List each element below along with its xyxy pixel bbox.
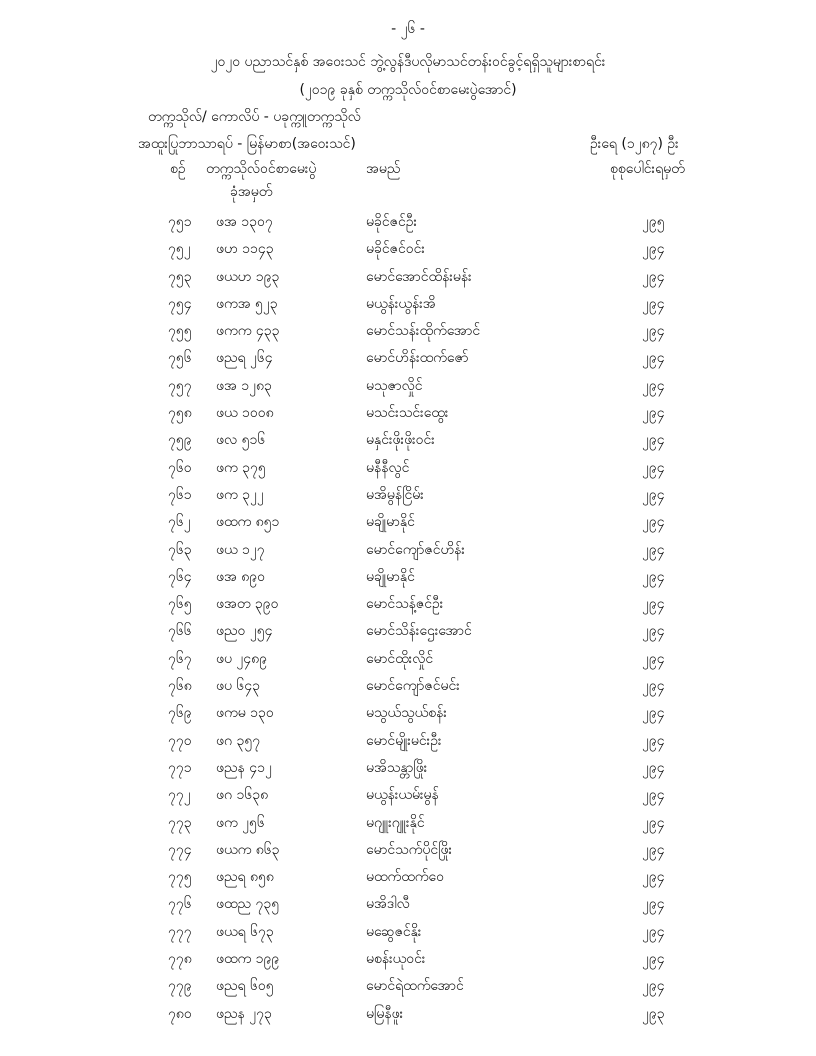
table-row	[0, 699, 816, 726]
roll-cell: ဖထက ၁၉၉	[216, 951, 280, 968]
table-row	[0, 208, 816, 235]
name-cell: မသွယ်သွယ်စန်း	[366, 705, 447, 722]
name-cell: မသင်းသင်းထွေး	[366, 405, 449, 422]
serial-cell: ၇၅၉	[168, 432, 192, 449]
score-cell: ၂၉၄	[642, 295, 665, 312]
document-title: ၂၀၂၀ ပညာသင်နှစ် အဝေးသင် ဘွဲ့လွန်ဒီပလိုမာသင်တန်းဝင်ခွင့်ရရှိသူများစာရင်း	[210, 54, 606, 70]
serial-cell: ၇၆၁	[168, 486, 192, 503]
name-cell: မထက်ထက်ဝေ	[366, 869, 444, 886]
serial-cell: ၇၇၆	[168, 896, 192, 913]
score-cell: ၂၉၄	[642, 814, 665, 831]
table-row	[0, 1000, 816, 1027]
serial-cell: ၇၆၂	[168, 514, 191, 531]
table-row	[0, 344, 816, 371]
serial-cell: ၇၇၅	[168, 869, 192, 886]
roll-cell: ဖယရ ၆၇၃	[216, 923, 274, 940]
name-cell: မောင်သန်းထိုက်အောင်	[366, 323, 481, 340]
name-cell: မအိဒါလီ	[366, 896, 410, 913]
name-cell: မမြနီဖူး	[366, 1005, 404, 1022]
roll-cell: ဖထက ၈၅၁	[216, 514, 280, 531]
name-cell: မခိုင်ဇင်ဦး	[366, 214, 418, 230]
roll-cell: ဖအ ၁၂၈၃	[216, 377, 272, 394]
table-row	[0, 508, 816, 535]
score-cell: ၂၉၄	[642, 787, 665, 804]
score-cell: ၂၉၅	[642, 214, 665, 230]
score-cell: ၂၉၄	[642, 978, 665, 995]
serial-cell: ၇၆၇	[168, 650, 192, 667]
serial-cell: ၇၅၄	[168, 295, 192, 312]
serial-cell: ၇၅၂	[168, 241, 191, 258]
score-cell: ၂၉၄	[642, 650, 665, 667]
name-cell: မောင်ကျော်ဇင်မင်း	[366, 678, 460, 695]
roll-cell: ဖဂ ၃၅၇	[216, 732, 261, 749]
serial-cell: ၇၅၆	[168, 350, 192, 367]
score-cell: ၂၉၄	[642, 323, 665, 340]
roll-cell: ဖယ ၁၂၇	[216, 541, 265, 558]
subject-label: အထူးပြုဘာသာရပ် - မြန်မာစာ(အဝေးသင်)	[138, 136, 356, 152]
total-count: ဦးရေ (၁၂၈၇) ဦး	[590, 136, 679, 152]
roll-cell: ဖကက ၄၃၃	[216, 323, 280, 340]
column-header-name: အမည်	[366, 161, 401, 177]
serial-cell: ၇၅၇	[168, 377, 192, 394]
name-cell: မချိုမာနိုင်	[366, 568, 415, 585]
score-cell: ၂၉၄	[642, 678, 665, 695]
roll-cell: ဖယဟ ၁၉၃	[216, 268, 280, 285]
serial-cell: ၇၇၀	[168, 732, 192, 749]
name-cell: မယွန်းယမ်းမွန်	[366, 787, 439, 804]
serial-cell: ၇၆၉	[168, 705, 192, 722]
table-row	[0, 235, 816, 262]
score-cell: ၂၉၄	[642, 841, 665, 858]
name-cell: မဆွေဇင်နိုး	[366, 923, 422, 940]
serial-cell: ၇၈၀	[168, 1005, 192, 1022]
roll-cell: ဖညရ ၆၀၅	[216, 978, 274, 995]
serial-cell: ၇၆၃	[168, 541, 192, 558]
roll-cell: ဖက ၃၂၂	[216, 486, 264, 503]
table-row	[0, 972, 816, 999]
page-number: - ၂၆ -	[391, 21, 425, 37]
column-header-score: စုစုပေါင်းရမှတ်	[610, 161, 685, 177]
roll-cell: ဖပ ၂၄၈၉	[216, 650, 268, 667]
name-cell: မောင်ကျော်ဇင်ဟိန်း	[366, 541, 465, 558]
roll-cell: ဖက ၂၅၆	[216, 814, 265, 831]
name-cell: မသုဇာလှိုင်	[366, 377, 423, 394]
name-cell: မောင်ဟိန်းထက်ဇော်	[366, 350, 469, 367]
serial-cell: ၇၆၄	[168, 568, 192, 585]
table-row	[0, 481, 816, 508]
serial-cell: ၇၇၂	[168, 787, 191, 804]
score-cell: ၂၉၄	[642, 923, 665, 940]
score-cell: ၂၉၄	[642, 869, 665, 886]
name-cell: မောင်ရဲထက်အောင်	[366, 978, 464, 995]
table-row	[0, 617, 816, 644]
score-cell: ၂၉၄	[642, 541, 665, 558]
serial-cell: ၇၇၇	[168, 923, 192, 940]
serial-cell: ၇၇၃	[168, 814, 192, 831]
serial-cell: ၇၇၈	[168, 951, 192, 968]
score-cell: ၂၉၄	[642, 896, 665, 913]
name-cell: မစန်းယုဝင်း	[366, 951, 426, 968]
name-cell: မနီနီလွင်	[366, 459, 410, 476]
table-row	[0, 945, 816, 972]
column-header-serial: စဉ်	[170, 161, 186, 177]
score-cell: ၂၉၄	[642, 405, 665, 422]
serial-cell: ၇၅၈	[168, 405, 192, 422]
name-cell: မောင်အောင်ထိန်းမန်း	[366, 268, 472, 285]
table-row	[0, 836, 816, 863]
roll-cell: ဖဟ ၁၁၄၃	[216, 241, 274, 258]
name-cell: မနှင်းဖိုးဖိုးဝင်း	[366, 432, 435, 449]
serial-cell: ၇၆၅	[168, 596, 192, 613]
table-row	[0, 781, 816, 808]
score-cell: ၂၉၄	[642, 759, 665, 776]
score-cell: ၂၉၄	[642, 732, 665, 749]
table-row	[0, 454, 816, 481]
score-cell: ၂၉၃	[642, 1005, 665, 1022]
roll-cell: ဖထည ၇၃၅	[216, 896, 280, 913]
score-cell: ၂၉၄	[642, 459, 665, 476]
serial-cell: ၇၅၃	[168, 268, 192, 285]
roll-cell: ဖအတ ၃၉၀	[216, 596, 279, 613]
column-header-roll: တက္ကသိုလ်ဝင်စာမေးပွဲ	[206, 161, 317, 177]
roll-cell: ဖညန ၂၇၃	[216, 1005, 272, 1022]
table-row	[0, 372, 816, 399]
name-cell: မောင်သက်ပိုင်ဖြိုး	[366, 841, 453, 858]
name-cell: မချိုမာနိုင်	[366, 514, 415, 531]
score-cell: ၂၉၄	[642, 268, 665, 285]
score-cell: ၂၉၄	[642, 432, 665, 449]
table-row	[0, 399, 816, 426]
serial-cell: ၇၅၁	[168, 214, 192, 230]
roll-cell: ဖကအ ၅၂၃	[216, 295, 278, 312]
university-label: တက္ကသိုလ်/ ကောလိပ် - ပခုက္ကူတက္ကသိုလ်	[148, 109, 361, 125]
score-cell: ၂၉၄	[642, 951, 665, 968]
table-row	[0, 918, 816, 945]
candidate-list	[0, 208, 816, 1027]
roll-cell: ဖကမ ၁၃၀	[216, 705, 274, 722]
score-cell: ၂၉၄	[642, 623, 665, 640]
table-row	[0, 754, 816, 781]
roll-cell: ဖက ၃၇၅	[216, 459, 266, 476]
serial-cell: ၇၇၁	[168, 759, 192, 776]
roll-cell: ဖယက ၈၆၃	[216, 841, 280, 858]
roll-cell: ဖယ ၁၀၀၈	[216, 405, 274, 422]
name-cell: မောင်သန့်ဇင်ဦး	[366, 596, 444, 613]
score-cell: ၂၉၄	[642, 350, 665, 367]
table-row	[0, 290, 816, 317]
table-row	[0, 863, 816, 890]
name-cell: မအိသန္တာဖြိုး	[366, 759, 428, 776]
table-row	[0, 263, 816, 290]
roll-cell: ဖညန ၄၁၂	[216, 759, 272, 776]
serial-cell: ၇၆၈	[168, 678, 192, 695]
table-row	[0, 890, 816, 917]
table-row	[0, 426, 816, 453]
table-row	[0, 317, 816, 344]
serial-cell: ၇၅၅	[168, 323, 192, 340]
name-cell: မဂျူးဂျူးနိုင်	[366, 814, 425, 831]
score-cell: ၂၉၄	[642, 486, 665, 503]
name-cell: မောင်သိန်းဌေးအောင်	[366, 623, 472, 640]
roll-cell: ဖအ ၁၃၀၇	[216, 214, 273, 230]
score-cell: ၂၉၄	[642, 514, 665, 531]
roll-cell: ဖအ ၈၉၀	[216, 568, 266, 585]
serial-cell: ၇၇၄	[168, 841, 192, 858]
score-cell: ၂၉၄	[642, 377, 665, 394]
table-row	[0, 645, 816, 672]
name-cell: မယွန်းယွန်းအိ	[366, 295, 436, 312]
name-cell: မအိမွန်ငြိမ်း	[366, 486, 424, 503]
score-cell: ၂၉၄	[642, 705, 665, 722]
score-cell: ၂၉၄	[642, 596, 665, 613]
roll-cell: ဖညရ ၂၆၄	[216, 350, 273, 367]
name-cell: မခိုင်ဇင်ဝင်း	[366, 241, 425, 258]
table-row	[0, 672, 816, 699]
name-cell: မောင်မျိုးမင်းဦး	[366, 732, 442, 749]
table-row	[0, 536, 816, 563]
table-row	[0, 727, 816, 754]
table-row	[0, 563, 816, 590]
roll-cell: ဖဂ ၁၆၃၈	[216, 787, 269, 804]
serial-cell: ၇၇၉	[168, 978, 192, 995]
roll-cell: ဖညရ ၈၅၈	[216, 869, 274, 886]
roll-cell: ဖညဝ ၂၅၄	[216, 623, 273, 640]
serial-cell: ၇၆၆	[168, 623, 192, 640]
name-cell: မောင်ထိုးလှိုင်	[366, 650, 434, 667]
serial-cell: ၇၆၀	[168, 459, 192, 476]
roll-cell: ဖပ ၆၄၃	[216, 678, 261, 695]
document-subtitle: (၂၀၁၉ ခုနှစ် တက္ကသိုလ်ဝင်စာမေးပွဲအောင်)	[299, 82, 517, 98]
table-row	[0, 809, 816, 836]
roll-cell: ဖလ ၅၁၆	[216, 432, 266, 449]
column-header-roll-sub: ခုံအမှတ်	[230, 184, 273, 200]
score-cell: ၂၉၄	[642, 241, 665, 258]
score-cell: ၂၉၄	[642, 568, 665, 585]
table-row	[0, 590, 816, 617]
